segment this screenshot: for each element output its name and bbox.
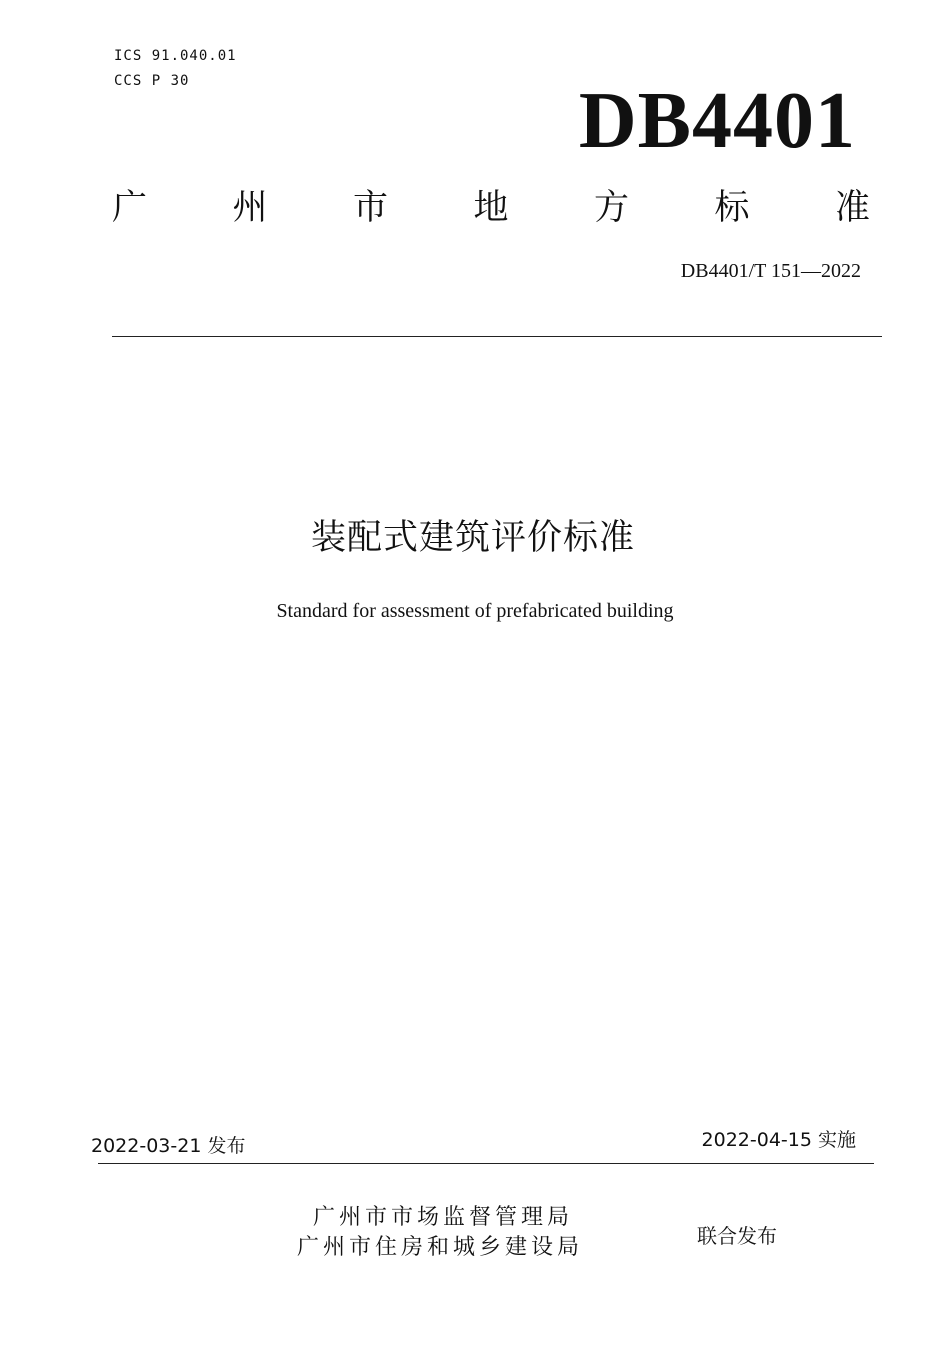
standard-type-heading: 广 州 市 地 方 标 准 [112,188,870,228]
joint-issue-label: 联合发布 [697,1224,777,1248]
document-title-chinese: 装配式建筑评价标准 [310,518,635,558]
issuer-market-regulation: 广州市市场监督管理局 [313,1205,574,1230]
standard-code-heading: DB4401 [578,77,856,165]
standard-number: DB4401/T 151—2022 [680,260,861,282]
header-divider [112,336,882,337]
ics-code: ICS 91.040.01 [114,48,237,64]
document-title-english: Standard for assessment of prefabricated building [276,600,674,622]
publish-date: 2022-03-21 发布 [91,1135,246,1157]
issuer-housing-construction: 广州市住房和城乡建设局 [297,1235,584,1260]
implement-date: 2022-04-15 实施 [701,1129,856,1151]
ccs-code: CCS P 30 [114,73,190,89]
footer-divider [98,1163,874,1164]
